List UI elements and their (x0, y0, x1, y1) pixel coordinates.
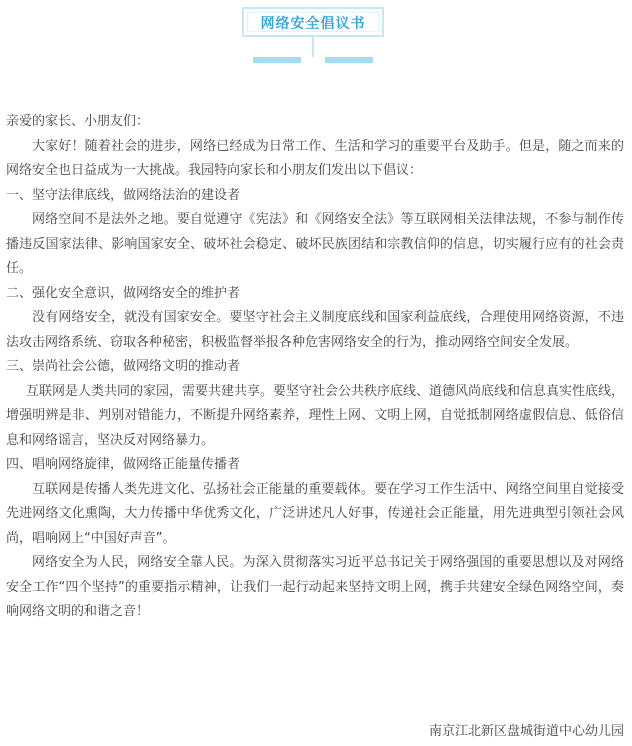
greeting: 亲爱的家长、小朋友们： (6, 114, 150, 129)
right-decor-bar (325, 57, 373, 63)
section-body-1: 网络空间不是法外之地。要自觉遵守《宪法》和《网络安全法》等互联网相关法律法规，不参与制作传播违反国家法律、影响国家安全、破坏社会稳定、破坏民族团结和宗教信仰的信息，切实履行应有的社会责任。 (6, 212, 624, 276)
title-banner (0, 0, 632, 70)
proposal-body (6, 110, 624, 625)
section-heading-3: 三、崇尚社会公德，做网络文明的推动者 (6, 359, 241, 374)
section-heading-1: 一、坚守法律底线，做网络法治的建设者 (6, 187, 241, 203)
section-body-4: 互联网是传播人类先进文化、弘扬社会正能量的重要载体。要在学习工作生活中、网络空间里自觉接受先进网络文化熏陶，大力传播中华优秀文化，广泛讲述凡人好事，传递社会正能量，用先进典型引领社会风尚，唱响网上“中国好声音”。 (6, 481, 624, 546)
closing-paragraph: 网络安全为人民，网络安全靠人民。为深入贯彻落实习近平总书记关于网络强国的重要思想以及对网络安全工作“四个坚持”的重要指示精神，让我们一起行动起来坚持文明上网，携手共建安全绿色网络空间，奏响网络文明的和谐之音！ (6, 555, 624, 619)
intro-paragraph: 大家好！随着社会的进步，网络已经成为日常工作、生活和学习的重要平台及助手。但是，随之而来的网络安全也日益成为一大挑战。我园特向家长和小朋友们发出以下倡议： (6, 138, 624, 178)
left-decor-bar (253, 57, 301, 63)
signature: 南京江北新区盘城街道中心幼儿园 (428, 724, 624, 739)
section-body-2: 没有网络安全，就没有国家安全。要坚守社会主义制度底线和国家利益底线，合理使用网络资源，不违法攻击网络系统、窃取各种秘密，积极监督举报各种危害网络安全的行为，推动网络空间安全发展。 (6, 310, 624, 350)
title-stem-decoration (312, 37, 314, 57)
title-frame (242, 7, 384, 37)
section-heading-2: 二、强化安全意识，做网络安全的维护者 (6, 285, 241, 301)
page-title: 网络安全倡议书 (260, 16, 366, 32)
section-heading-4: 四、唱响网络旋律，做网络正能量传播者 (6, 457, 241, 472)
section-body-3: 互联网是人类共同的家园，需要共建共享。要坚守社会公共秩序底线、道德风尚底线和信息真实性底线，增强明辨是非、判别对错能力，不断提升网络素养，理性上网、文明上网，自觉抵制网络虚假信息、低俗信息和网络谣言，坚决反对网络暴力。 (6, 383, 625, 448)
